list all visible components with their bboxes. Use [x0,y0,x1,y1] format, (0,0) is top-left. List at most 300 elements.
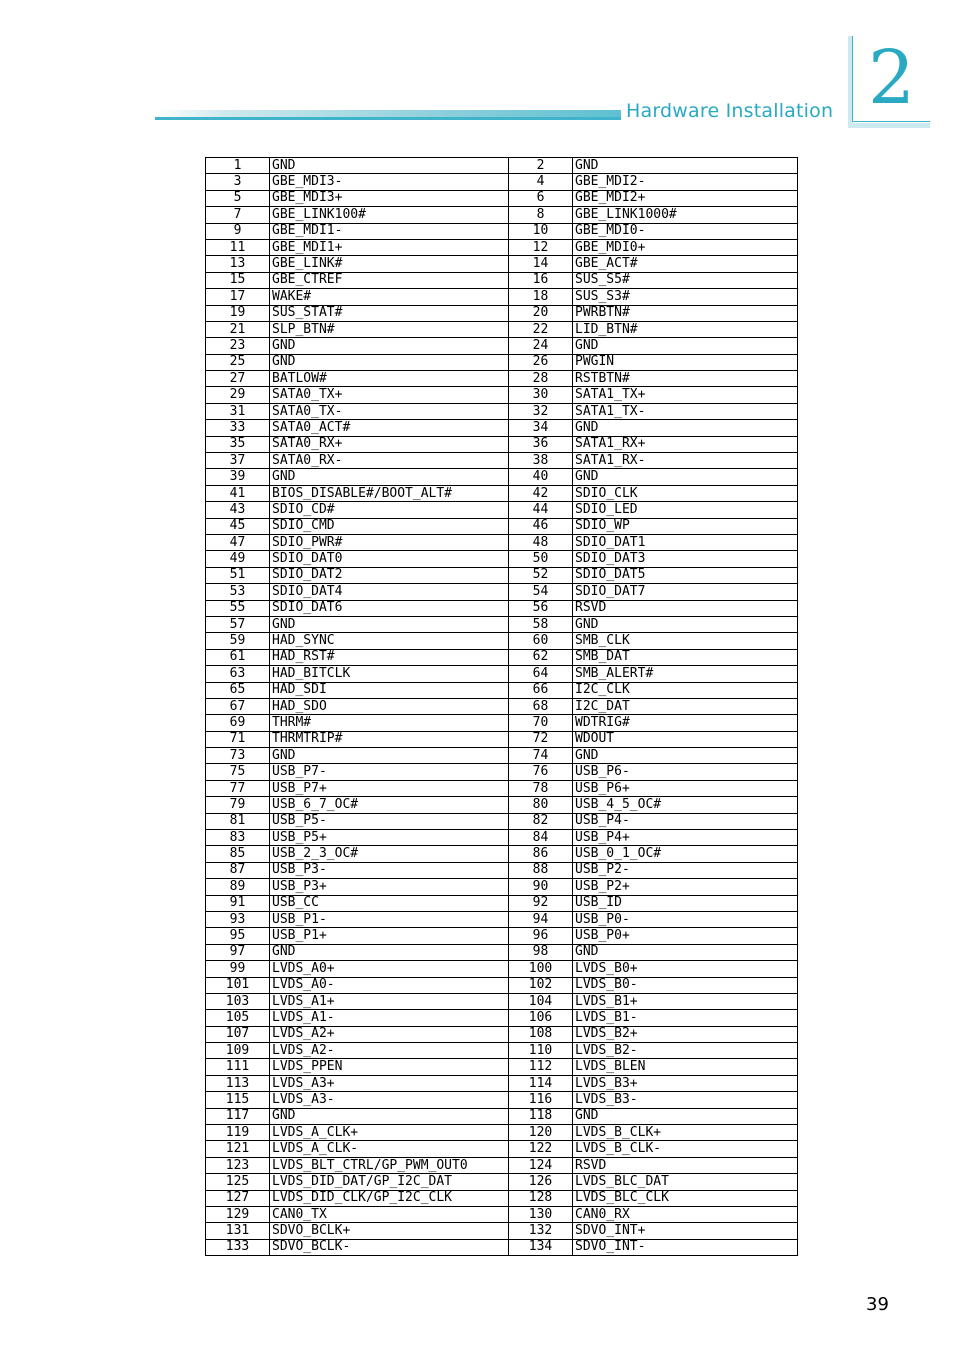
signal-name-odd: HAD_SYNC [270,633,509,649]
pin-number-odd: 121 [206,1141,270,1157]
signal-name-odd: LVDS_DID_DAT/GP_I2C_DAT [270,1174,509,1190]
signal-name-odd: SDIO_DAT4 [270,584,509,600]
table-row [206,698,798,714]
pin-number-even: 72 [509,731,573,747]
signal-name-odd: GBE_LINK# [270,256,509,272]
signal-name-odd: SDVO_BCLK- [270,1239,509,1255]
pin-number-odd: 1 [206,158,270,174]
pin-number-odd: 31 [206,403,270,419]
pin-number-odd: 61 [206,649,270,665]
table-row [206,1125,798,1141]
signal-name-even: WDOUT [573,731,798,747]
signal-name-odd: LVDS_A_CLK+ [270,1125,509,1141]
pin-number-even: 34 [509,420,573,436]
table-row [206,961,798,977]
signal-name-odd: USB_P1+ [270,928,509,944]
pin-number-odd: 129 [206,1207,270,1223]
signal-name-even: USB_0_1_OC# [573,846,798,862]
pin-number-odd: 71 [206,731,270,747]
pin-number-even: 92 [509,895,573,911]
pin-number-even: 28 [509,371,573,387]
signal-name-even: LVDS_B_CLK+ [573,1125,798,1141]
signal-name-even: SDIO_LED [573,502,798,518]
signal-name-even: PWGIN [573,354,798,370]
signal-name-odd: LVDS_PPEN [270,1059,509,1075]
signal-name-even: SDVO_INT+ [573,1223,798,1239]
pin-number-odd: 127 [206,1190,270,1206]
pin-number-even: 116 [509,1092,573,1108]
pin-number-odd: 79 [206,797,270,813]
signal-name-odd: GBE_MDI3- [270,174,509,190]
signal-name-even: SDIO_DAT1 [573,534,798,550]
pin-number-odd: 17 [206,289,270,305]
table-row [206,239,798,255]
pin-number-even: 10 [509,223,573,239]
table-row [206,436,798,452]
signal-name-odd: USB_P7+ [270,780,509,796]
table-row [206,354,798,370]
table-row [206,534,798,550]
pin-number-odd: 21 [206,321,270,337]
pin-number-even: 64 [509,666,573,682]
pin-number-odd: 43 [206,502,270,518]
signal-name-odd: LVDS_BLT_CTRL/GP_PWM_OUT0 [270,1157,509,1173]
signal-name-odd: GND [270,1108,509,1124]
table-row [206,682,798,698]
pin-number-odd: 59 [206,633,270,649]
pin-number-odd: 77 [206,780,270,796]
signal-name-even: USB_P0- [573,911,798,927]
pin-number-even: 106 [509,1010,573,1026]
pin-number-even: 56 [509,600,573,616]
table-row [206,190,798,206]
signal-name-even: GND [573,158,798,174]
pin-number-odd: 5 [206,190,270,206]
signal-name-odd: GBE_LINK100# [270,207,509,223]
signal-name-even: SATA1_RX- [573,453,798,469]
pin-number-odd: 53 [206,584,270,600]
pin-number-odd: 95 [206,928,270,944]
pin-number-odd: 63 [206,666,270,682]
signal-name-even: LVDS_B2- [573,1043,798,1059]
table-row [206,469,798,485]
pin-number-even: 108 [509,1026,573,1042]
signal-name-even: USB_P2- [573,862,798,878]
signal-name-odd: USB_P1- [270,911,509,927]
table-row [206,731,798,747]
table-row [206,1010,798,1026]
pin-number-even: 76 [509,764,573,780]
pin-number-even: 22 [509,321,573,337]
chapter-title: Hardware Installation [626,100,834,122]
signal-name-even: LVDS_BLC_CLK [573,1190,798,1206]
table-row [206,502,798,518]
pin-number-even: 14 [509,256,573,272]
pin-number-even: 98 [509,944,573,960]
pin-number-odd: 97 [206,944,270,960]
signal-name-odd: THRM# [270,715,509,731]
pin-number-odd: 125 [206,1174,270,1190]
pin-number-even: 70 [509,715,573,731]
signal-name-odd: HAD_SDO [270,698,509,714]
signal-name-odd: SDIO_DAT2 [270,567,509,583]
pin-number-even: 48 [509,534,573,550]
table-row [206,846,798,862]
table-row [206,813,798,829]
pin-number-odd: 55 [206,600,270,616]
signal-name-odd: LVDS_A3- [270,1092,509,1108]
pin-number-odd: 91 [206,895,270,911]
pin-number-odd: 37 [206,453,270,469]
pin-number-even: 84 [509,830,573,846]
table-row [206,780,798,796]
signal-name-odd: SDIO_CD# [270,502,509,518]
signal-name-even: I2C_CLK [573,682,798,698]
table-row [206,256,798,272]
pin-number-odd: 83 [206,830,270,846]
pin-number-even: 52 [509,567,573,583]
pin-number-odd: 131 [206,1223,270,1239]
signal-name-even: GBE_MDI2- [573,174,798,190]
table-row [206,387,798,403]
signal-name-even: CAN0_RX [573,1207,798,1223]
signal-name-even: GND [573,420,798,436]
pin-number-odd: 41 [206,485,270,501]
signal-name-even: SDVO_INT- [573,1239,798,1255]
signal-name-odd: THRMTRIP# [270,731,509,747]
pin-number-odd: 85 [206,846,270,862]
signal-name-even: SDIO_CLK [573,485,798,501]
table-row [206,600,798,616]
signal-name-odd: BATLOW# [270,371,509,387]
signal-name-odd: LVDS_A2+ [270,1026,509,1042]
pin-number-even: 118 [509,1108,573,1124]
signal-name-even: RSTBTN# [573,371,798,387]
signal-name-odd: LVDS_DID_CLK/GP_I2C_CLK [270,1190,509,1206]
table-row [206,485,798,501]
signal-name-odd: SATA0_RX+ [270,436,509,452]
signal-name-odd: GBE_MDI3+ [270,190,509,206]
signal-name-even: USB_P4- [573,813,798,829]
table-row [206,453,798,469]
signal-name-odd: SATA0_ACT# [270,420,509,436]
signal-name-even: LVDS_BLEN [573,1059,798,1075]
pin-number-odd: 93 [206,911,270,927]
pin-number-even: 94 [509,911,573,927]
signal-name-odd: BIOS_DISABLE#/BOOT_ALT# [270,485,509,501]
pin-number-even: 62 [509,649,573,665]
signal-name-odd: LVDS_A1+ [270,993,509,1009]
pin-number-even: 20 [509,305,573,321]
signal-name-even: USB_P2+ [573,879,798,895]
pin-number-odd: 27 [206,371,270,387]
pin-number-even: 6 [509,190,573,206]
signal-name-even: GBE_MDI2+ [573,190,798,206]
pin-number-even: 66 [509,682,573,698]
signal-name-even: USB_P6+ [573,780,798,796]
pin-number-even: 4 [509,174,573,190]
pin-number-odd: 29 [206,387,270,403]
pin-number-even: 24 [509,338,573,354]
pin-number-odd: 119 [206,1125,270,1141]
signal-name-odd: GBE_MDI1- [270,223,509,239]
signal-name-odd: LVDS_A_CLK- [270,1141,509,1157]
table-row [206,862,798,878]
table-row [206,649,798,665]
pin-number-even: 126 [509,1174,573,1190]
pin-number-odd: 49 [206,551,270,567]
signal-name-odd: GND [270,616,509,632]
table-row [206,1026,798,1042]
pin-number-even: 120 [509,1125,573,1141]
signal-name-odd: HAD_SDI [270,682,509,698]
signal-name-odd: USB_P7- [270,764,509,780]
pin-number-even: 38 [509,453,573,469]
pin-number-odd: 15 [206,272,270,288]
signal-name-odd: GBE_MDI1+ [270,239,509,255]
signal-name-even: GND [573,748,798,764]
signal-name-odd: USB_6_7_OC# [270,797,509,813]
signal-name-odd: GND [270,338,509,354]
signal-name-odd: LVDS_A2- [270,1043,509,1059]
pin-number-odd: 115 [206,1092,270,1108]
signal-name-odd: USB_P5+ [270,830,509,846]
pin-number-even: 8 [509,207,573,223]
pin-number-even: 124 [509,1157,573,1173]
table-row [206,1239,798,1255]
pin-number-odd: 81 [206,813,270,829]
pin-number-even: 26 [509,354,573,370]
pin-number-odd: 109 [206,1043,270,1059]
pin-number-even: 132 [509,1223,573,1239]
table-row [206,715,798,731]
pin-number-odd: 133 [206,1239,270,1255]
pin-number-even: 90 [509,879,573,895]
pin-number-odd: 25 [206,354,270,370]
signal-name-odd: GBE_CTREF [270,272,509,288]
signal-name-even: USB_P6- [573,764,798,780]
signal-name-odd: SUS_STAT# [270,305,509,321]
table-row [206,338,798,354]
signal-name-even: USB_P0+ [573,928,798,944]
table-row [206,305,798,321]
signal-name-even: LVDS_B2+ [573,1026,798,1042]
pin-number-even: 134 [509,1239,573,1255]
signal-name-even: SUS_S3# [573,289,798,305]
signal-name-odd: USB_CC [270,895,509,911]
signal-name-even: LVDS_B0- [573,977,798,993]
pin-number-odd: 117 [206,1108,270,1124]
pin-number-even: 122 [509,1141,573,1157]
pin-number-odd: 11 [206,239,270,255]
signal-name-odd: GND [270,158,509,174]
pin-number-odd: 13 [206,256,270,272]
signal-name-even: PWRBTN# [573,305,798,321]
pin-number-even: 50 [509,551,573,567]
signal-name-even: SMB_DAT [573,649,798,665]
signal-name-even: LVDS_BLC_DAT [573,1174,798,1190]
table-row [206,1108,798,1124]
signal-name-even: LVDS_B3- [573,1092,798,1108]
signal-name-even: SUS_S5# [573,272,798,288]
pin-number-even: 68 [509,698,573,714]
pin-number-odd: 107 [206,1026,270,1042]
table-row [206,1223,798,1239]
signal-name-odd: LVDS_A3+ [270,1075,509,1091]
table-row [206,830,798,846]
table-row [206,174,798,190]
signal-name-odd: SDIO_PWR# [270,534,509,550]
pin-number-even: 54 [509,584,573,600]
signal-name-odd: SDIO_DAT6 [270,600,509,616]
pin-number-even: 60 [509,633,573,649]
signal-name-even: LVDS_B3+ [573,1075,798,1091]
pin-number-even: 2 [509,158,573,174]
pin-assignment-table [205,157,798,1256]
pin-number-odd: 105 [206,1010,270,1026]
table-row [206,207,798,223]
signal-name-odd: SLP_BTN# [270,321,509,337]
signal-name-odd: SATA0_TX+ [270,387,509,403]
pin-number-even: 58 [509,616,573,632]
pin-number-even: 104 [509,993,573,1009]
pin-number-even: 46 [509,518,573,534]
table-row [206,666,798,682]
pin-number-odd: 99 [206,961,270,977]
table-row [206,371,798,387]
table-row [206,928,798,944]
pin-number-even: 80 [509,797,573,813]
signal-name-odd: LVDS_A0+ [270,961,509,977]
table-row [206,748,798,764]
pin-number-odd: 111 [206,1059,270,1075]
signal-name-odd: WAKE# [270,289,509,305]
signal-name-odd: GND [270,748,509,764]
pin-number-even: 12 [509,239,573,255]
signal-name-even: SATA1_TX- [573,403,798,419]
pin-number-even: 36 [509,436,573,452]
pin-number-odd: 19 [206,305,270,321]
pin-number-even: 100 [509,961,573,977]
signal-name-even: GBE_MDI0+ [573,239,798,255]
pin-number-odd: 3 [206,174,270,190]
signal-name-even: SDIO_DAT7 [573,584,798,600]
pin-number-odd: 45 [206,518,270,534]
pin-number-odd: 7 [206,207,270,223]
pin-number-even: 44 [509,502,573,518]
signal-name-odd: CAN0_TX [270,1207,509,1223]
pin-number-even: 82 [509,813,573,829]
table-row [206,272,798,288]
signal-name-even: GBE_LINK1000# [573,207,798,223]
signal-name-even: WDTRIG# [573,715,798,731]
signal-name-even: SDIO_DAT5 [573,567,798,583]
pin-number-even: 112 [509,1059,573,1075]
pin-number-odd: 67 [206,698,270,714]
signal-name-even: GBE_MDI0- [573,223,798,239]
table-row [206,1043,798,1059]
pin-number-odd: 75 [206,764,270,780]
pin-table-body [206,158,798,1256]
signal-name-odd: USB_P3+ [270,879,509,895]
pin-number-odd: 57 [206,616,270,632]
table-row [206,289,798,305]
signal-name-even: I2C_DAT [573,698,798,714]
signal-name-even: SATA1_TX+ [573,387,798,403]
table-row [206,1157,798,1173]
table-row [206,1075,798,1091]
pin-number-odd: 33 [206,420,270,436]
pin-number-even: 102 [509,977,573,993]
pin-number-even: 96 [509,928,573,944]
pin-number-odd: 65 [206,682,270,698]
pin-number-odd: 87 [206,862,270,878]
table-row [206,895,798,911]
pin-number-odd: 69 [206,715,270,731]
signal-name-even: GND [573,1108,798,1124]
signal-name-even: LID_BTN# [573,321,798,337]
table-row [206,1207,798,1223]
signal-name-even: LVDS_B_CLK- [573,1141,798,1157]
signal-name-even: GND [573,616,798,632]
table-row [206,584,798,600]
pin-number-odd: 9 [206,223,270,239]
table-row [206,551,798,567]
table-row [206,1174,798,1190]
pin-number-odd: 73 [206,748,270,764]
table-row [206,158,798,174]
signal-name-even: LVDS_B1- [573,1010,798,1026]
pin-number-odd: 123 [206,1157,270,1173]
signal-name-odd: USB_2_3_OC# [270,846,509,862]
signal-name-odd: LVDS_A0- [270,977,509,993]
header-rule-line [155,117,621,120]
signal-name-odd: GND [270,354,509,370]
table-row [206,616,798,632]
table-row [206,879,798,895]
signal-name-even: USB_P4+ [573,830,798,846]
signal-name-odd: SATA0_TX- [270,403,509,419]
signal-name-even: SDIO_WP [573,518,798,534]
signal-name-odd: USB_P3- [270,862,509,878]
pin-number-even: 18 [509,289,573,305]
table-row [206,993,798,1009]
table-row [206,797,798,813]
table-row [206,764,798,780]
pin-number-even: 128 [509,1190,573,1206]
pin-number-odd: 47 [206,534,270,550]
signal-name-even: SMB_CLK [573,633,798,649]
table-row [206,567,798,583]
signal-name-even: GBE_ACT# [573,256,798,272]
signal-name-even: SDIO_DAT3 [573,551,798,567]
pin-number-even: 16 [509,272,573,288]
pin-number-even: 114 [509,1075,573,1091]
pin-number-even: 74 [509,748,573,764]
table-row [206,911,798,927]
signal-name-odd: USB_P5- [270,813,509,829]
signal-name-odd: SDIO_DAT0 [270,551,509,567]
pin-number-even: 32 [509,403,573,419]
pin-number-odd: 39 [206,469,270,485]
signal-name-even: RSVD [573,1157,798,1173]
pin-number-even: 130 [509,1207,573,1223]
table-row [206,633,798,649]
table-row [206,420,798,436]
table-row [206,321,798,337]
table-row [206,1141,798,1157]
signal-name-odd: SDVO_BCLK+ [270,1223,509,1239]
